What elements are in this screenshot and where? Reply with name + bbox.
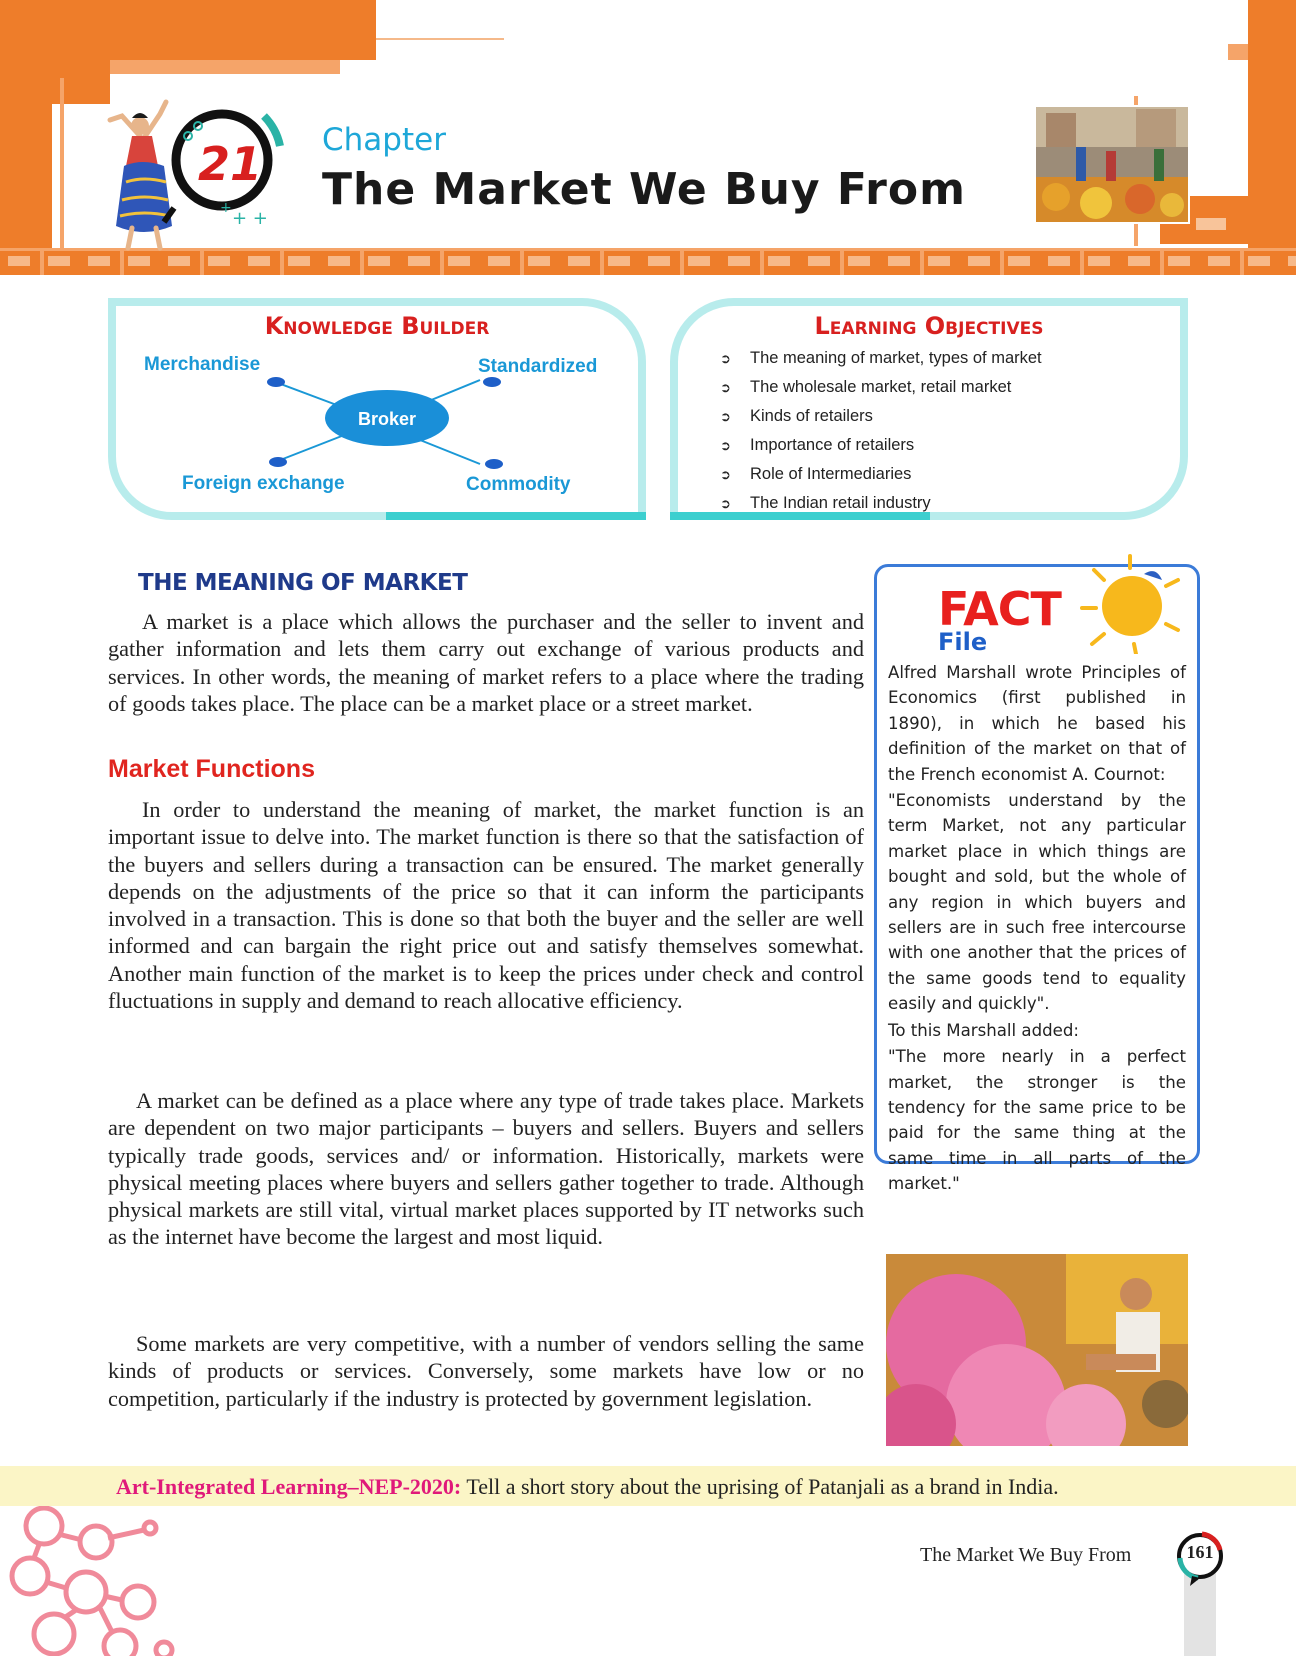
arrow-bullet-icon: ➲ (720, 409, 731, 424)
paragraph: A market can be defined as a place where any type of trade takes place. Markets are dependent on two major participants – buyers and sellers. Buyers and sellers typically trade goods, services and/ or information. Historically, markets were physical meeting places where buyers and sellers gather together to trade. Although physical markets are still vital, virtual market places supported by IT networks such as the internet have become the largest and most liquid. (108, 1088, 864, 1250)
arrow-bullet-icon: ➲ (720, 467, 731, 482)
list-item: ➲ The wholesale market, retail market (720, 373, 1042, 402)
list-item: ➲ The Indian retail industry (720, 489, 1042, 518)
list-item: ➲ Role of Intermediaries (720, 460, 1042, 489)
svg-text:+: + (220, 200, 232, 216)
pointing-hand-icon (269, 457, 287, 467)
fact-paragraph: "Economists understand by the term Market, not any particular market place in which things are bought and sold, but the whole of any region in which buyers and sellers are in such free intercourse with one another that the prices of the same goods tend to equality easily and quickly". (888, 791, 1186, 1014)
sun-bulb-icon (1074, 554, 1184, 654)
term-standardized: Standardized (478, 356, 598, 377)
header-decoration (110, 60, 340, 74)
market-photo (1034, 105, 1190, 224)
header-decoration (60, 78, 64, 258)
learning-objectives-list (720, 344, 1042, 518)
header-decoration (0, 104, 52, 254)
pointing-hand-icon (485, 459, 503, 469)
fact-subtitle: File (938, 628, 988, 656)
pointing-hand-icon (267, 377, 285, 387)
pointing-hand-icon (483, 377, 501, 387)
nep-prompt: Tell a short story about the uprising of Patanjali as a brand in India. (461, 1474, 1059, 1499)
fact-title: FACT (938, 582, 1061, 636)
term-commodity: Commodity (466, 474, 571, 495)
broker-label: Broker (357, 409, 417, 429)
learning-objectives-title: Learning Objectives (814, 312, 1044, 340)
dancer-illustration-icon (104, 96, 304, 266)
header-decoration (0, 0, 376, 60)
list-item: ➲ Kinds of retailers (720, 402, 1042, 431)
header-decoration (376, 38, 504, 40)
paragraph: Some markets are very competitive, with a number of vendors selling the same kinds of products or services. Conversely, some markets have low or no competition, particularly if the industry is protected by government legislation. (108, 1331, 864, 1411)
paragraph: In order to understand the meaning of market, the market function is an important issue to delve into. The market function is there so that the satisfaction of the buyers and sellers during a transaction can be ensured. The market generally depends on the adjustments of the price so that it can inform the participants involved in a transaction. This is done so that both the buyer and the seller are well informed and can bargain the right price out and satisfy themselves somewhat. Another main function of the market is to keep the prices under check and control fluctuations in supply and demand to reach allocative efficiency. (108, 797, 864, 1014)
arrow-bullet-icon: ➲ (720, 438, 731, 453)
fact-paragraph: To this Marshall added: (888, 1020, 1079, 1040)
svg-text:21: 21 (197, 137, 263, 191)
arrow-bullet-icon: ➲ (720, 496, 731, 511)
nep-label: Art-Integrated Learning–NEP-2020: (116, 1474, 462, 1499)
term-foreign-exchange: Foreign exchange (182, 473, 345, 494)
list-item: ➲ Importance of retailers (720, 431, 1042, 460)
fact-file-text (888, 660, 1186, 1198)
sub-heading: Market Functions (108, 755, 315, 783)
chapter-title: The Market We Buy From (322, 164, 966, 215)
flower-market-photo (886, 1254, 1188, 1446)
term-merchandise: Merchandise (144, 354, 261, 375)
nep-activity-text (116, 1474, 1059, 1500)
header-decoration (1196, 218, 1226, 230)
running-title: The Market We Buy From (920, 1544, 1132, 1566)
header-decoration (0, 60, 110, 104)
page-number: 161 (1186, 1542, 1214, 1562)
arrow-bullet-icon: ➲ (720, 351, 731, 366)
molecule-decoration-icon (0, 1506, 180, 1656)
header-decoration (1228, 44, 1248, 60)
chapter-label: Chapter (322, 122, 446, 158)
chapter-badge (104, 96, 304, 266)
paragraph: A market is a place which allows the purchaser and the seller to invent and gather information and lets them carry out exchange of various products and services. In other words, the meaning of market refers to a place where the trading of goods takes place. The place can be a market place or a street market. (108, 609, 864, 716)
arrow-bullet-icon: ➲ (720, 380, 731, 395)
header-decoration (1248, 0, 1296, 272)
fact-paragraph: Alfred Marshall wrote Principles of Economics (first published in 1890), in which he based his definition of the market on that of the French economist A. Cournot: (888, 663, 1186, 784)
svg-text:+ +: + + (232, 208, 268, 229)
knowledge-builder-diagram (130, 346, 630, 506)
fact-paragraph: "The more nearly in a perfect market, the stronger is the tendency for the same price to be paid for the same thing at the same time in all parts of the market." (888, 1047, 1186, 1194)
list-item: ➲ The meaning of market, types of market (720, 344, 1042, 373)
section-heading: THE MEANING OF MARKET (138, 570, 468, 596)
knowledge-builder-title: Knowledge Builder (264, 312, 490, 340)
